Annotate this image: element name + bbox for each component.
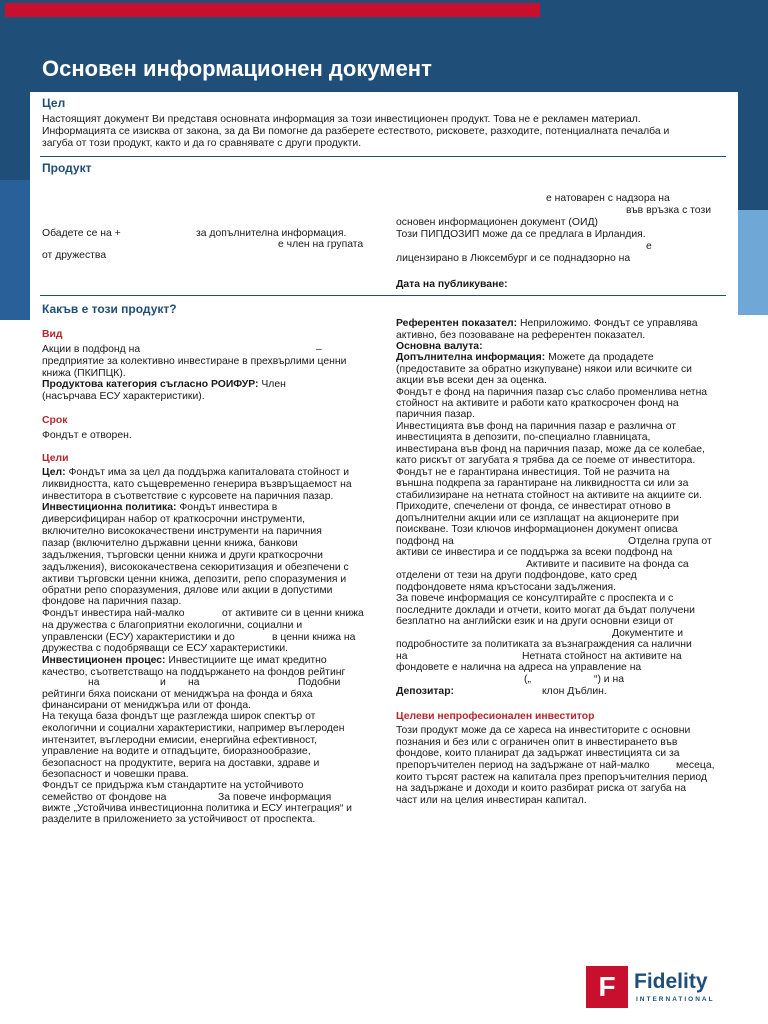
additional-line: Инвестицията във фонд на паричния пазар е различна от [396, 421, 677, 432]
page-title: Основен информационен документ [42, 56, 432, 81]
min-line: управленски (ЕСУ) характеристики и до [42, 632, 235, 643]
additional-label: Допълнителна информация: [396, 352, 546, 363]
additional-line: Фондът не е гарантирана инвестиция. Той не разчита на [396, 467, 670, 478]
process-line: На текуща база фондът ще разглежда широк спектър от [42, 711, 316, 722]
what-heading: Какъв е този продукт? [42, 302, 177, 316]
additional-line: външна подкрепа за гарантиране на ликвидността си или за [396, 478, 689, 489]
additional-line: подфондовете няма кръстосани задължения. [396, 582, 617, 593]
process-line: управление на водите и отпадъците, биоразнообразие, [42, 746, 311, 757]
retail-line: познания и без или с ограничен опит в инвестирането във [396, 737, 678, 748]
product-right-line: е натоварен с надзора на [546, 193, 670, 204]
retail-line: месеца, [676, 760, 715, 771]
category-line-2: (насърчава ЕСУ характеристики). [42, 391, 205, 402]
additional-line: поискване. Този ключов информационен документ описва [396, 524, 678, 535]
additional-line: “) и на [594, 674, 625, 685]
process-line: безопасност на продуктите, верига на доставки, здраве и [42, 758, 320, 769]
additional-line: отделени от тези на други подфондове, като сред [396, 570, 637, 581]
term-heading: Срок [42, 415, 68, 426]
process-line: Подобни [298, 677, 341, 688]
type-line: предприятие за колективно инвестиране в прехвърлими ценни [42, 356, 347, 367]
process-line: Фондът се придържа към стандартите на устойчивото [42, 780, 304, 791]
additional-line: Документите и [612, 628, 684, 639]
right-edge-light-band [738, 210, 768, 315]
process-line: Инвестиционен процес: Инвестициите ще имат кредитно [42, 655, 327, 666]
additional-line: Отделна група от [628, 536, 712, 547]
additional-line: стойност на активите и работи като краткосрочен фонд на [396, 398, 679, 409]
retail-line: препоръчителен период на задържане от най-малко [396, 760, 650, 771]
category-label: Продуктова категория съгласно РОИФУР: [42, 379, 259, 390]
product-right-line: основен информационен документ (ОИД) [396, 217, 598, 228]
header-red-bar [5, 3, 540, 17]
product-right-line: лицензирано в Люксембург и се поднадзорно на [396, 253, 631, 264]
product-group-line: е член на групата [278, 239, 364, 250]
min-line: в ценни книжа на [272, 632, 356, 643]
additional-line: Приходите, спечелени от фонда, се инвестират отново в [396, 501, 671, 512]
policy-label: Инвестиционна политика: [42, 502, 177, 513]
policy-line: Инвестиционна политика: Фондът инвестира в [42, 502, 278, 513]
process-line: разделите в приложението за устойчивост от проспекта. [42, 814, 316, 825]
category-line [42, 379, 286, 391]
additional-line: активи се инвестира и се поддържа за всеки подфонд на [396, 547, 673, 558]
additional-line: подфонд на [396, 536, 454, 547]
additional-line: последните доклади и отчети, които могат да бъдат получени [396, 605, 695, 616]
additional-line: стабилизиране на нетната стойност на активите на акциите си. [396, 490, 703, 501]
product-right-line: е [646, 241, 652, 252]
process-line: семейство от фондове на [42, 792, 167, 803]
additional-line: Допълнителна информация: Можете да продадете [396, 352, 654, 363]
additional-line: подробностите за политиката за възнаграждения са налични [396, 639, 692, 650]
retail-line: Този продукт може да се хареса на инвеститорите с основни [396, 725, 691, 736]
section-divider [40, 156, 726, 157]
process-line: на [88, 677, 100, 688]
additional-line: (предоставите за обратно изкупуване) някои или всичките си [396, 364, 692, 375]
retail-line: които търсят растеж на капитала през препоръчителния период [396, 772, 707, 783]
fidelity-logo-word: Fidelity [634, 970, 708, 993]
retail-line: част или на целия инвестиран капитал. [396, 795, 587, 806]
product-heading: Продукт [42, 161, 92, 175]
section-divider [40, 295, 726, 296]
process-line: интензитет, въглеродни емисии, енергийна ефективност, [42, 735, 317, 746]
policy-line: пазар (включително държавни ценни книжа, банкови [42, 538, 298, 549]
benchmark-line: активно, без позоваване на референтен показател. [396, 330, 646, 341]
policy-line: задължения), висококачествена секюритизация и обезпечени с [42, 562, 349, 573]
policy-line: диверсифициран набор от краткосрочни инструменти, [42, 514, 306, 525]
process-label: Инвестиционен процес: [42, 655, 166, 666]
benchmark-label: Референтен показател: [396, 318, 518, 329]
process-line: качество, съответстващо на поддържането на фондов рейтинг [42, 667, 346, 678]
additional-line: („ [524, 674, 531, 685]
process-line: рейтинги бяха поискани от мениджъра на фонда и бяха [42, 689, 313, 700]
policy-line: обратни репо споразумения, дялове или акции в допустими [42, 585, 333, 596]
product-contact-line: Обадете се на + [42, 228, 121, 239]
policy-line: задължения, търговски ценни книжа и други краткосрочни [42, 550, 323, 561]
goal-label: Цел: [42, 467, 66, 478]
process-line: екологични и социални характеристики, например въглероден [42, 723, 345, 734]
additional-line: акции във всеки ден за оценка. [396, 375, 547, 386]
product-right-line: във връзка с този [626, 205, 712, 216]
product-contact-line-b: за допълнителна информация. [196, 228, 347, 239]
purpose-line: загуба от този продукт, както и да го сравнявате с други продукти. [42, 138, 362, 149]
process-line: финансирани от мениджъра или от фонда. [42, 700, 251, 711]
retail-line: на задържане и доходи и които разбират риска от загуба на [396, 783, 687, 794]
min-line: от активите си в ценни книжа [222, 608, 364, 619]
policy-line: активи търговски ценни книжа, депозити, репо споразумения и [42, 574, 347, 585]
additional-line: на [396, 651, 408, 662]
fidelity-logo [586, 966, 736, 1010]
additional-line: допълнителни акции или се изплащат на акционерите при [396, 513, 679, 524]
retail-line: фондове, които планират да задържат инвестицията си за [396, 748, 680, 759]
goal-line: Цел: Фондът има за цел да поддържа капиталовата стойност и [42, 467, 350, 478]
depositary-value: клон Дъблин. [542, 686, 607, 697]
publication-date-label: Дата на публикуване: [396, 279, 508, 290]
min-line: Фондът инвестира най-малко [42, 608, 185, 619]
goal-line: инвеститора в съответствие с курсовете на паричния пазар. [42, 491, 334, 502]
additional-line: като рискът от загубата я трябва да се поеме от инвеститора. [396, 455, 696, 466]
additional-line: безплатно на английски език и на други основни езици от [396, 616, 674, 627]
currency-label: Основна валута: [396, 341, 483, 352]
purpose-line: Настоящият документ Ви представя основната информация за този инвестиционен продукт. Това не е рекламен материал. [42, 114, 641, 125]
fidelity-logo-mark: F [586, 966, 628, 1008]
additional-line: За повече информация се консултирайте с проспекта и с [396, 593, 674, 604]
process-line: на [188, 677, 200, 688]
term-text: Фондът е отворен. [42, 430, 132, 441]
additional-line: Нетната стойност на активите на [522, 651, 682, 662]
depositary-label: Депозитар: [396, 686, 455, 697]
type-line: книжа (ПКИПЦК). [42, 368, 126, 379]
process-line: и [160, 677, 166, 688]
type-dash: – [316, 344, 322, 355]
policy-line: фондове на паричния пазар. [42, 596, 182, 607]
left-edge-band [0, 180, 30, 320]
additional-line: инвестирана във фонд на паричния пазар, може да се колебае, [396, 444, 705, 455]
min-line: на дружества с благоприятни екологични, социални и [42, 620, 303, 631]
process-line: За повече информация [218, 792, 332, 803]
goal-line: ликвидността, като същевременно генерира възвръщаемост на [42, 479, 352, 490]
category-value: Член [258, 379, 286, 390]
additional-line: Активите и пасивите на фонда са [526, 559, 689, 570]
additional-line: Фондът е фонд на паричния пазар със слабо променлива нетна [396, 387, 708, 398]
retail-investor-heading: Целеви непрофесионален инвеститор [396, 711, 595, 722]
product-right-line: Този ПИПДОЗИП може да се предлага в Ирландия. [396, 229, 646, 240]
product-companies-line: от дружества [42, 250, 107, 261]
additional-line: инвестицията в депозити, по-специално главницата, [396, 432, 651, 443]
additional-line: фондовете е налична на адреса на управление на [396, 662, 642, 673]
objectives-heading: Цели [42, 453, 69, 464]
additional-line: паричния пазар. [396, 409, 475, 420]
type-heading: Вид [42, 329, 63, 340]
policy-line: включително висококачествени инструменти на паричния [42, 526, 322, 537]
fidelity-logo-sub: INTERNATIONAL [636, 996, 715, 1003]
type-line: Акции в подфонд на [42, 344, 141, 355]
purpose-line: Информацията се изисква от закона, за да Ви помогне да разберете естеството, рисковете, разходите, потенциалната печалба и [42, 126, 670, 137]
right-edge-dark-band [738, 90, 768, 210]
benchmark-line: Референтен показател: Неприложимо. Фондът се управлява [396, 318, 698, 329]
min-line: дружества с подобряващи се ЕСУ характеристики. [42, 643, 289, 654]
process-line: безопасност и човешки права. [42, 769, 189, 780]
process-line: вижте „Устойчива инвестиционна политика и ЕСУ интеграция“ и [42, 803, 352, 814]
purpose-heading: Цел [42, 96, 66, 110]
